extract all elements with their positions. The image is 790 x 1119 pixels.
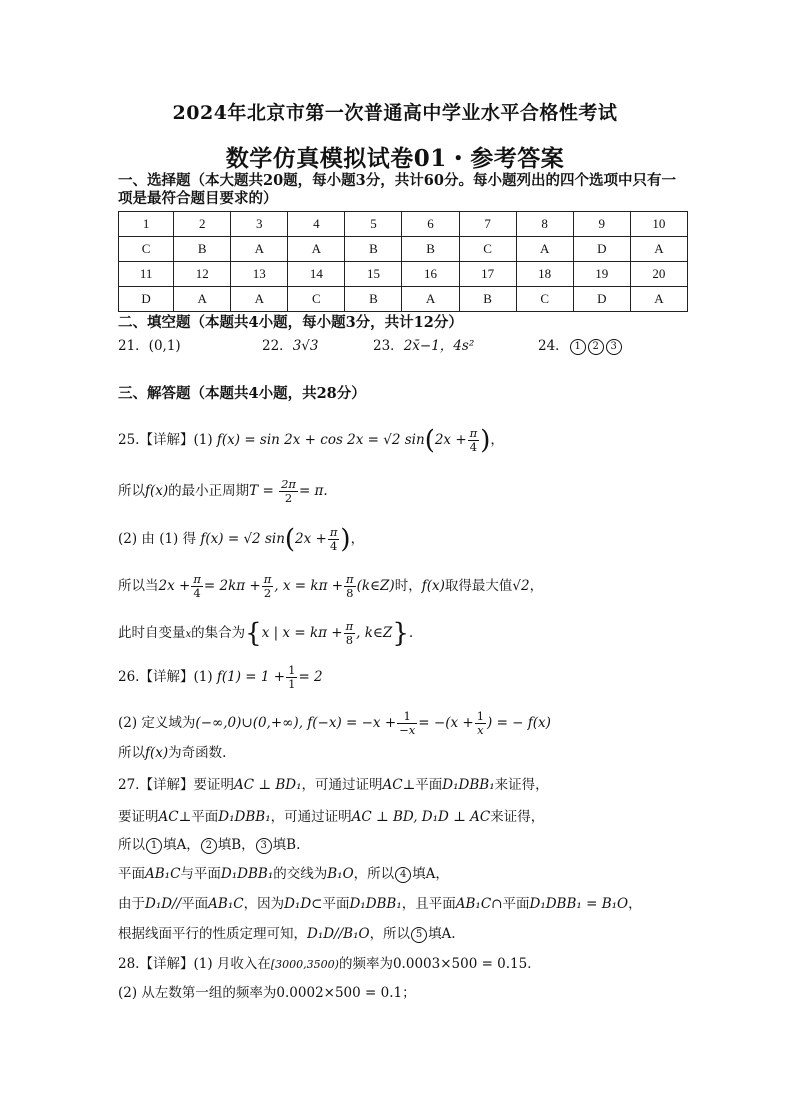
answer-table-cell: 14 <box>288 262 345 287</box>
answer-table-cell: B <box>402 237 459 262</box>
q25-line3: (2) 由 (1) 得 f(x) = √2 sin(2x + $\frac{\pi}{4}$ )， <box>118 524 365 555</box>
q25-line4: 所以当2x + $\frac{\pi}{4}$ = 2kπ + $\frac{\pi}{2}$ , x = kπ + $\frac{\pi}{8}$ (k∈Z)时，f(x)取得最大值√2， <box>118 572 544 600</box>
answer-table-cell: C <box>516 287 573 312</box>
answer-table-cell: C <box>459 237 516 262</box>
answer-table-row <box>119 287 688 312</box>
answer-table-cell: D <box>573 237 630 262</box>
q27-line2: 要证明AC⊥平面D₁DBB₁，可通过证明AC ⊥ BD, D₁D ⊥ AC来证得， <box>118 809 545 825</box>
q27-line6: 根据线面平行的性质定理可知，D₁D//B₁O，所以 5 填A. <box>118 926 456 942</box>
answer-table-cell: 7 <box>459 212 516 237</box>
choice-answer-table <box>118 211 688 312</box>
exam-title: 2024年北京市第一次普通高中学业水平合格性考试 <box>172 102 618 124</box>
answer-table-cell: 20 <box>630 262 687 287</box>
answer-table-cell: A <box>516 237 573 262</box>
answer-table-cell: A <box>402 287 459 312</box>
answer-table-cell: A <box>630 287 687 312</box>
answer-table-cell: B <box>345 287 402 312</box>
q27-line3: 所以 1 填A， 2 填B， 3 填B. <box>118 837 301 853</box>
answer-table-cell: 8 <box>516 212 573 237</box>
answer-table-cell: A <box>231 287 288 312</box>
fill-blank-answers <box>118 334 718 356</box>
answer-table-cell: A <box>231 237 288 262</box>
answer-table-cell: B <box>345 237 402 262</box>
answer-title: 数学仿真模拟试卷01・参考答案 <box>225 145 565 172</box>
answer-table-cell: 18 <box>516 262 573 287</box>
answer-table-cell: B <box>174 237 231 262</box>
answer-table-row <box>119 237 688 262</box>
answer-table-cell: A <box>288 237 345 262</box>
answer-table-row <box>119 262 688 287</box>
answer-table-cell: 19 <box>573 262 630 287</box>
section2-heading: 二、填空题（本题共4小题，每小题3分，共计12分） <box>118 314 463 331</box>
answer-table-cell: 12 <box>174 262 231 287</box>
section1-heading: 一、选择题（本大题共20题，每小题3分，共计60分。每小题列出的四个选项中只有一项是最符合题目要求的） <box>118 172 676 207</box>
answer-table-cell: 3 <box>231 212 288 237</box>
answer-23: 23．2x̄−1，4s² <box>373 338 475 354</box>
answer-table-cell: D <box>573 287 630 312</box>
answer-table-cell: 9 <box>573 212 630 237</box>
q25-line5: 此时自变量x的集合为{x | x = kπ + $\frac{\pi}{8}$ , k∈Z}. <box>118 618 414 649</box>
q28-line2: (2) 从左数第一组的频率为0.0002×500 = 0.1； <box>118 985 416 1001</box>
answer-table-cell: 4 <box>288 212 345 237</box>
q25-line2: 所以f(x)的最小正周期T = $\frac{2\pi}{2}$ = π. <box>118 477 328 505</box>
answer-24: 24． 1 2 3 <box>538 334 623 355</box>
q28-line1: 28.【详解】(1) 月收入在[3000,3500)的频率为0.0003×500 = 0.15． <box>118 956 541 972</box>
q26-line2: (2) 定义域为(−∞,0)∪(0,+∞), f(−x) = −x + $\frac{1}{-x}$ = −(x + $\frac{1}{x}$ ) = − f(x) <box>118 709 551 737</box>
answer-table-cell: B <box>459 287 516 312</box>
answer-table-cell: C <box>119 237 174 262</box>
answer-table-cell: 5 <box>345 212 402 237</box>
q26-line1: 26.【详解】(1) f(1) = 1 + $\frac{1}{1}$ = 2 <box>118 663 323 691</box>
q25-line1: 25.【详解】(1) f(x) = sin 2x + cos 2x = √2 sin(2x + $\frac{\pi}{4}$ )， <box>118 425 504 456</box>
answer-table-cell: D <box>119 287 174 312</box>
answer-table-cell: 17 <box>459 262 516 287</box>
answer-table-cell: A <box>630 237 687 262</box>
q27-line1: 27.【详解】要证明AC ⊥ BD₁，可通过证明AC⊥平面D₁DBB₁来证得， <box>118 777 549 793</box>
answer-table-cell: 2 <box>174 212 231 237</box>
q27-line4: 平面AB₁C与平面D₁DBB₁的交线为B₁O，所以 4 填A， <box>118 866 449 882</box>
answer-21: 21．(0,1) <box>118 338 181 354</box>
answer-table-cell: 13 <box>231 262 288 287</box>
answer-table-cell: 1 <box>119 212 174 237</box>
q26-line3: 所以f(x)为奇函数. <box>118 745 227 761</box>
answer-table-cell: 6 <box>402 212 459 237</box>
answer-table-cell: 15 <box>345 262 402 287</box>
answer-table-row <box>119 212 688 237</box>
answer-table-cell: 10 <box>630 212 687 237</box>
answer-table-cell: C <box>288 287 345 312</box>
section3-heading: 三、解答题（本题共4小题，共28分） <box>118 385 366 402</box>
answer-22: 22．3√3 <box>262 338 319 354</box>
answer-table-cell: 16 <box>402 262 459 287</box>
q27-line5: 由于D₁D//平面AB₁C，因为D₁D⊂平面D₁DBB₁，且平面AB₁C∩平面D₁DBB₁ = B₁O， <box>118 896 642 912</box>
answer-table-cell: 11 <box>119 262 174 287</box>
answer-table-cell: A <box>174 287 231 312</box>
